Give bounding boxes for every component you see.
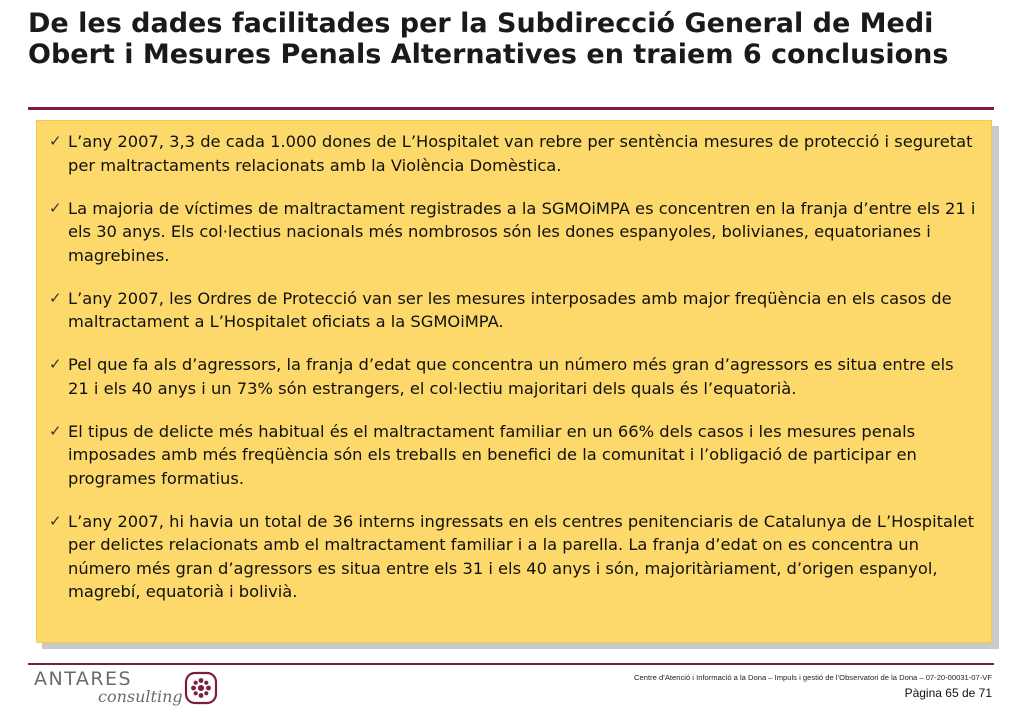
conclusions-box — [36, 120, 992, 643]
check-icon: ✓ — [49, 511, 62, 530]
flower-logo-icon — [184, 671, 218, 705]
footer-divider — [28, 663, 994, 665]
check-icon: ✓ — [49, 132, 62, 150]
conclusion-text: Pel que fa als d’agressors, la franja d’edat que concentra un número més gran d’agressors es situa entre els 21 i els 40 anys i un 73% són estrangers, el col·lectiu majoritari dels quals és l’equatorià. — [68, 355, 954, 398]
conclusions-list — [49, 130, 979, 623]
conclusion-text: L’any 2007, les Ordres de Protecció van ser les mesures interposades amb major freqüència en els casos de maltractament a L’Hospitalet oficiats a la SGMOiMPA. — [68, 288, 952, 331]
conclusion-text: La majoria de víctimes de maltractament registrades a la SGMOiMPA es concentren en la franja d’entre els 21 i els 30 anys. Els col·lectius nacionals més nombrosos són les dones espanyoles, bolivianes, equatorianes i magrebines. — [68, 198, 976, 265]
conclusion-text: El tipus de delicte més habitual és el maltractament familiar en un 66% dels casos i les mesures penals imposades amb més freqüència són els treballs en benefici de la comunitat i l’obligació de participar en programes formatius. — [68, 421, 917, 488]
check-icon: ✓ — [49, 288, 62, 307]
list-item — [49, 353, 979, 400]
list-item — [49, 130, 979, 177]
antares-logo — [34, 668, 224, 708]
page-number: Pàgina 65 de 71 — [904, 686, 992, 700]
list-item — [49, 287, 979, 334]
check-icon: ✓ — [49, 198, 62, 217]
conclusion-text: L’any 2007, 3,3 de cada 1.000 dones de L’Hospitalet van rebre per sentència mesures de protecció i seguretat per maltractaments relacionats amb la Violència Domèstica. — [68, 132, 973, 175]
check-icon: ✓ — [49, 355, 62, 373]
document-reference: Centre d’Atenció i Informació a la Dona – Impuls i gestió de l’Observatori de la Dona – 07-20-00031-07-VF — [634, 673, 992, 682]
page-title: De les dades facilitades per la Subdirecció General de Medi Obert i Mesures Penals Alternatives en traiem 6 conclusions — [28, 8, 949, 70]
list-item — [49, 510, 979, 604]
check-icon: ✓ — [49, 421, 62, 440]
list-item — [49, 197, 979, 268]
title-divider — [28, 107, 994, 110]
logo-subtitle: consulting — [98, 687, 183, 706]
conclusion-text: L’any 2007, hi havia un total de 36 interns ingressats en els centres penitenciaris de Catalunya de L’Hospitalet per delictes relacionats amb el maltractament familiar i a la parella. La franja d’edat on es concentra un número més gran d’agressors es situa entre els 31 i els 40 anys i són, majoritàriament, d’origen espanyol, magrebí, equatorià i bolivià. — [68, 511, 974, 601]
logo-name: ANTARES — [34, 668, 133, 690]
list-item — [49, 420, 979, 491]
